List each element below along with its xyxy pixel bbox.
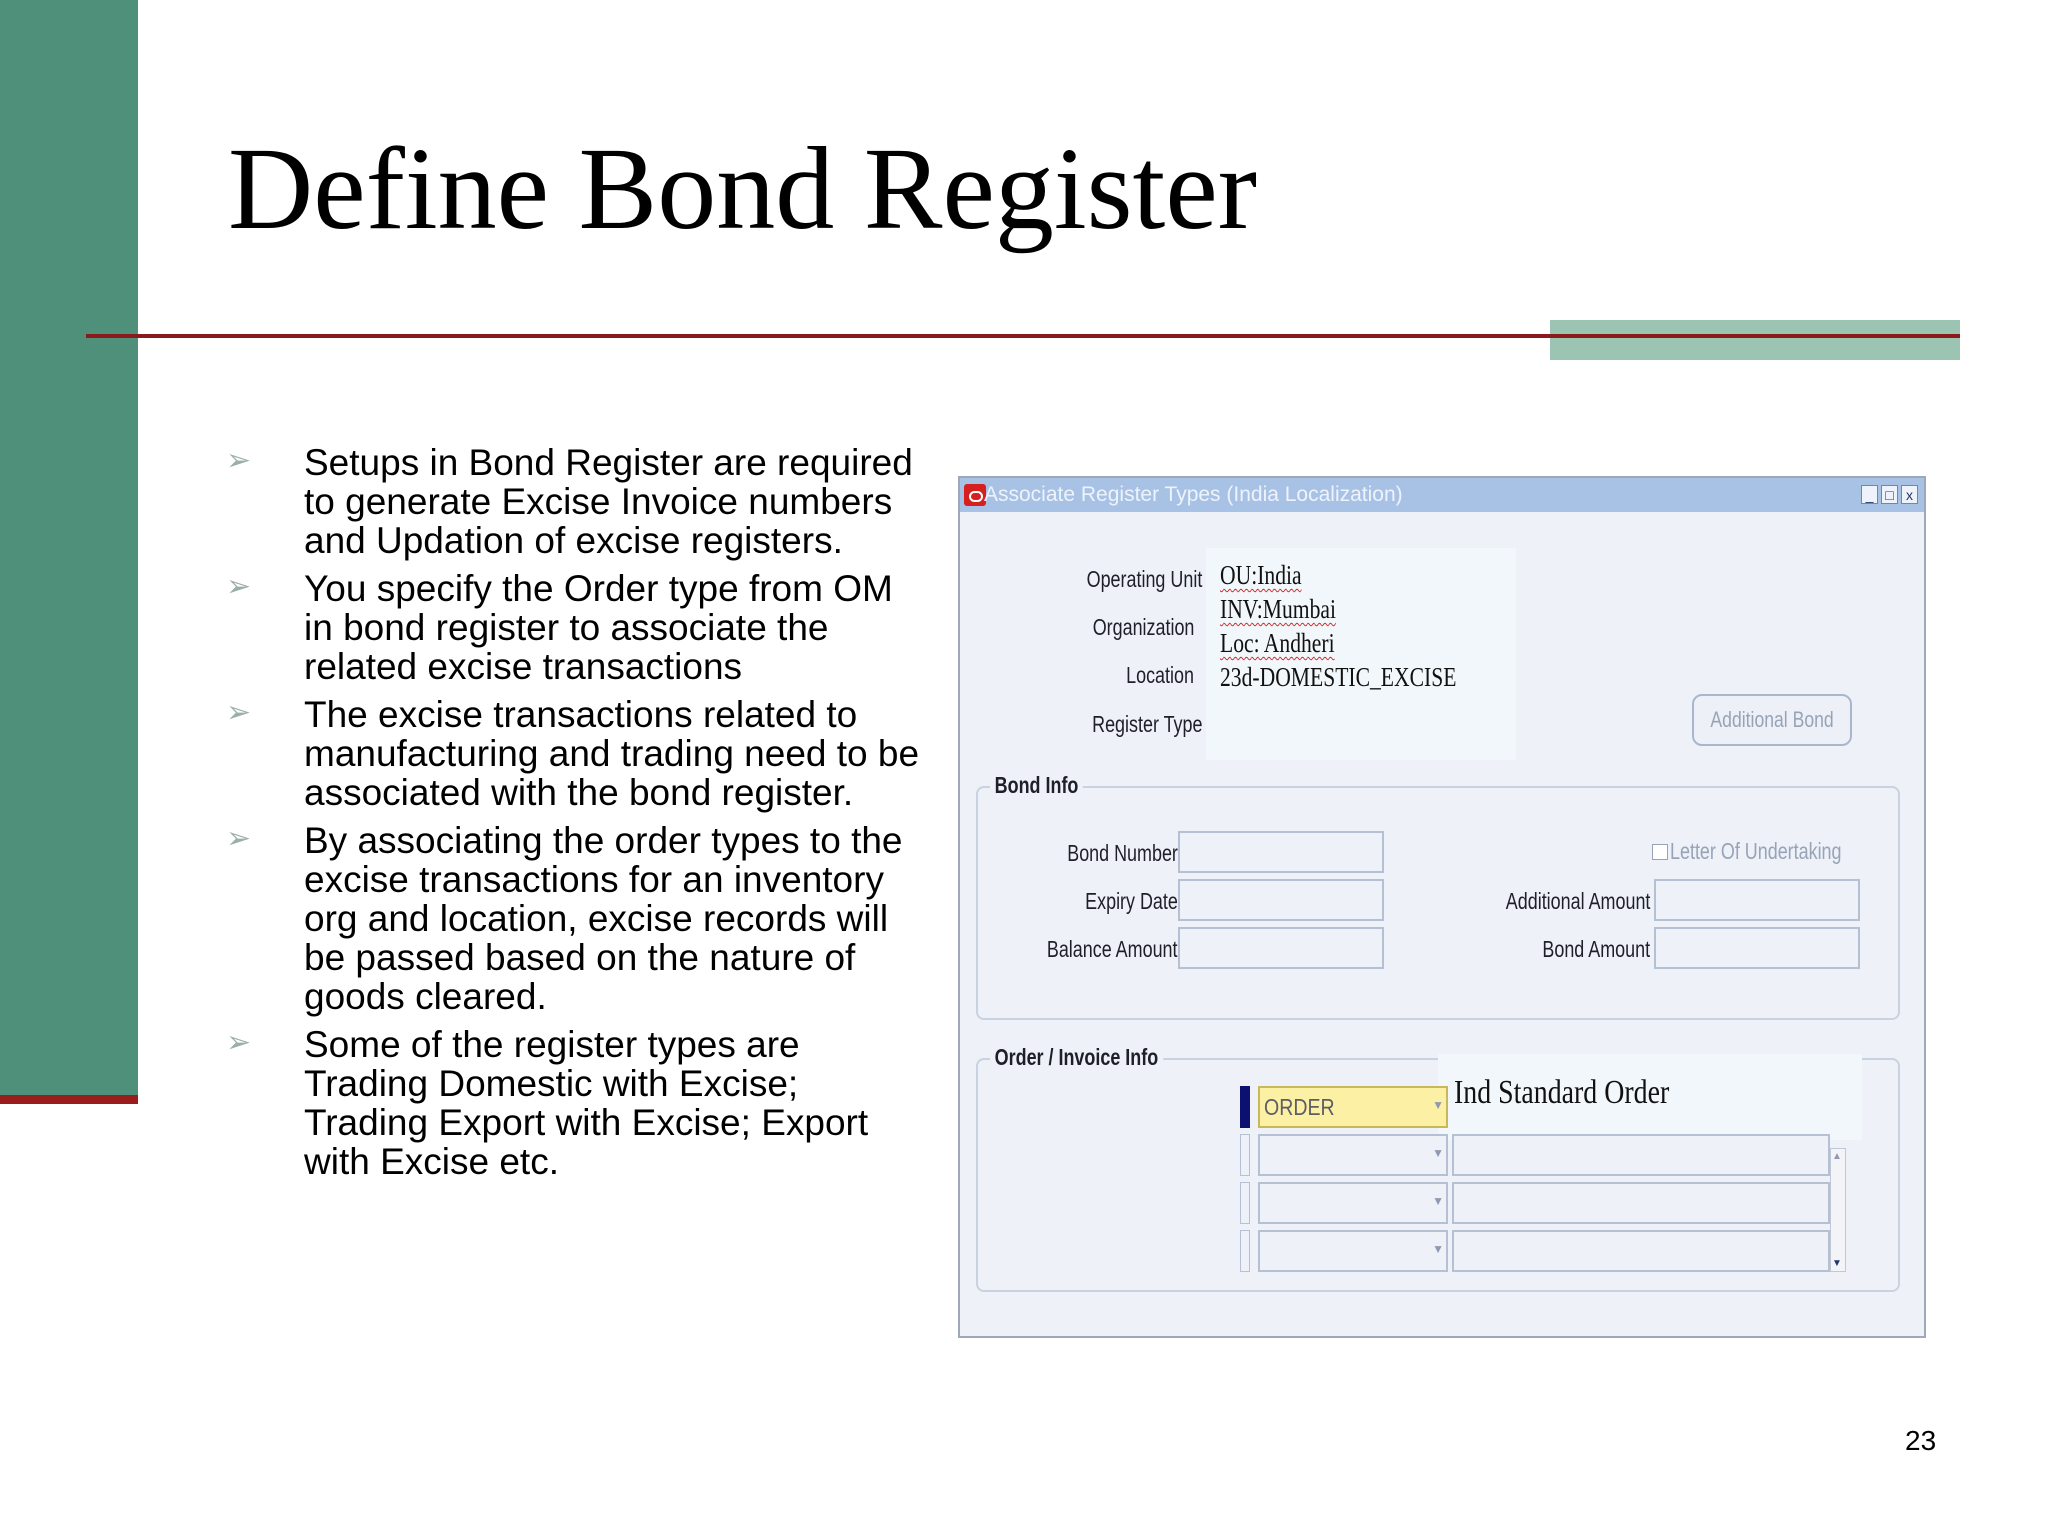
window-title: Associate Register Types (India Localization)	[984, 483, 1403, 506]
bullet-text: Some of the register types are Trading Domestic with Excise; Trading Export with Excise; Export with Excise etc.	[304, 1024, 869, 1182]
bullet-arrow-icon: ➢	[226, 822, 252, 855]
slide-title: Define Bond Register	[228, 123, 1257, 254]
chevron-down-icon[interactable]: ▼	[1432, 1194, 1444, 1208]
organization-value: INV:Mumbai	[1220, 594, 1336, 624]
bullet-arrow-icon: ➢	[226, 1026, 252, 1059]
page-number: 23	[1905, 1425, 1937, 1456]
bullet-arrow-icon: ➢	[226, 570, 252, 603]
bond-info-title: Bond Info	[990, 772, 1083, 799]
row-selector-current[interactable]	[1240, 1086, 1250, 1128]
order-type-select[interactable]	[1258, 1182, 1448, 1224]
register-type-value: 23d-DOMESTIC_EXCISE	[1220, 662, 1457, 692]
sidebar-underline	[0, 1095, 138, 1104]
order-name-input[interactable]	[1452, 1230, 1830, 1272]
location-value: Loc: Andheri	[1220, 628, 1335, 658]
additional-bond-label: Additional Bond	[1710, 707, 1834, 732]
chevron-down-icon[interactable]: ▼	[1432, 1098, 1444, 1112]
bullet-item	[228, 569, 928, 686]
expiry-date-label: Expiry Date	[1085, 888, 1178, 914]
expiry-date-input[interactable]	[1178, 879, 1384, 921]
bullet-item	[228, 821, 928, 1016]
bullet-item	[228, 695, 928, 812]
row-selector[interactable]	[1240, 1182, 1250, 1224]
row-selector[interactable]	[1240, 1230, 1250, 1272]
bullet-text: You specify the Order type from OM in bond register to associate the related excise transactions	[304, 568, 893, 687]
close-button[interactable]: x	[1901, 485, 1918, 504]
title-rule-overlay	[1550, 334, 1960, 338]
order-invoice-info-title: Order / Invoice Info	[990, 1044, 1163, 1071]
chevron-down-icon[interactable]: ▼	[1432, 1146, 1444, 1160]
letter-of-undertaking-checkbox[interactable]	[1652, 844, 1668, 860]
order-name-value: Ind Standard Order	[1454, 1074, 1670, 1111]
oracle-logo-icon	[964, 484, 986, 506]
maximize-button[interactable]: □	[1881, 485, 1898, 504]
bullet-arrow-icon: ➢	[226, 696, 252, 729]
balance-amount-label: Balance Amount	[1047, 936, 1178, 962]
scroll-down-icon[interactable]: ▼	[1832, 1258, 1842, 1269]
order-type-value: ORDER	[1264, 1094, 1335, 1120]
bullet-text: The excise transactions related to manufacturing and trading need to be associated with the bond register.	[304, 694, 920, 813]
bullet-arrow-icon: ➢	[226, 444, 252, 477]
balance-amount-input[interactable]	[1178, 927, 1384, 969]
sidebar-band	[0, 0, 138, 1095]
bond-number-input[interactable]	[1178, 831, 1384, 873]
bond-amount-input[interactable]	[1654, 927, 1860, 969]
window-controls	[1861, 485, 1918, 504]
additional-amount-input[interactable]	[1654, 879, 1860, 921]
bond-number-label: Bond Number	[1067, 840, 1178, 866]
order-type-select[interactable]	[1258, 1134, 1448, 1176]
location-label: Location	[1126, 662, 1194, 688]
register-type-label: Register Type	[1091, 711, 1202, 737]
order-list-scrollbar[interactable]	[1830, 1148, 1846, 1272]
title-rule-accent	[1550, 320, 1960, 360]
minimize-button[interactable]: _	[1861, 485, 1878, 504]
order-name-input[interactable]	[1452, 1134, 1830, 1176]
scroll-up-icon[interactable]: ▲	[1832, 1151, 1842, 1162]
additional-amount-label: Additional Amount	[1505, 888, 1650, 914]
bond-amount-label: Bond Amount	[1542, 936, 1650, 962]
letter-of-undertaking-label: Letter Of Undertaking	[1670, 838, 1842, 864]
chevron-down-icon[interactable]: ▼	[1432, 1242, 1444, 1256]
bullet-text: Setups in Bond Register are required to generate Excise Invoice numbers and Updation of excise registers.	[304, 442, 913, 561]
organization-label: Organization	[1092, 614, 1194, 640]
associate-register-window	[958, 476, 1926, 1338]
window-titlebar[interactable]	[960, 478, 1924, 512]
bullet-text: By associating the order types to the excise transactions for an inventory org and location, excise records will be passed based on the nature of goods cleared.	[304, 820, 903, 1017]
operating-unit-value: OU:India	[1220, 560, 1302, 590]
order-type-select[interactable]	[1258, 1230, 1448, 1272]
row-selector[interactable]	[1240, 1134, 1250, 1176]
bullet-list	[228, 443, 928, 1190]
bullet-item	[228, 443, 928, 560]
additional-bond-button[interactable]	[1692, 694, 1852, 746]
order-type-select[interactable]	[1258, 1086, 1448, 1128]
operating-unit-label: Operating Unit	[1086, 566, 1202, 592]
order-name-input[interactable]	[1452, 1182, 1830, 1224]
bullet-item	[228, 1025, 928, 1181]
